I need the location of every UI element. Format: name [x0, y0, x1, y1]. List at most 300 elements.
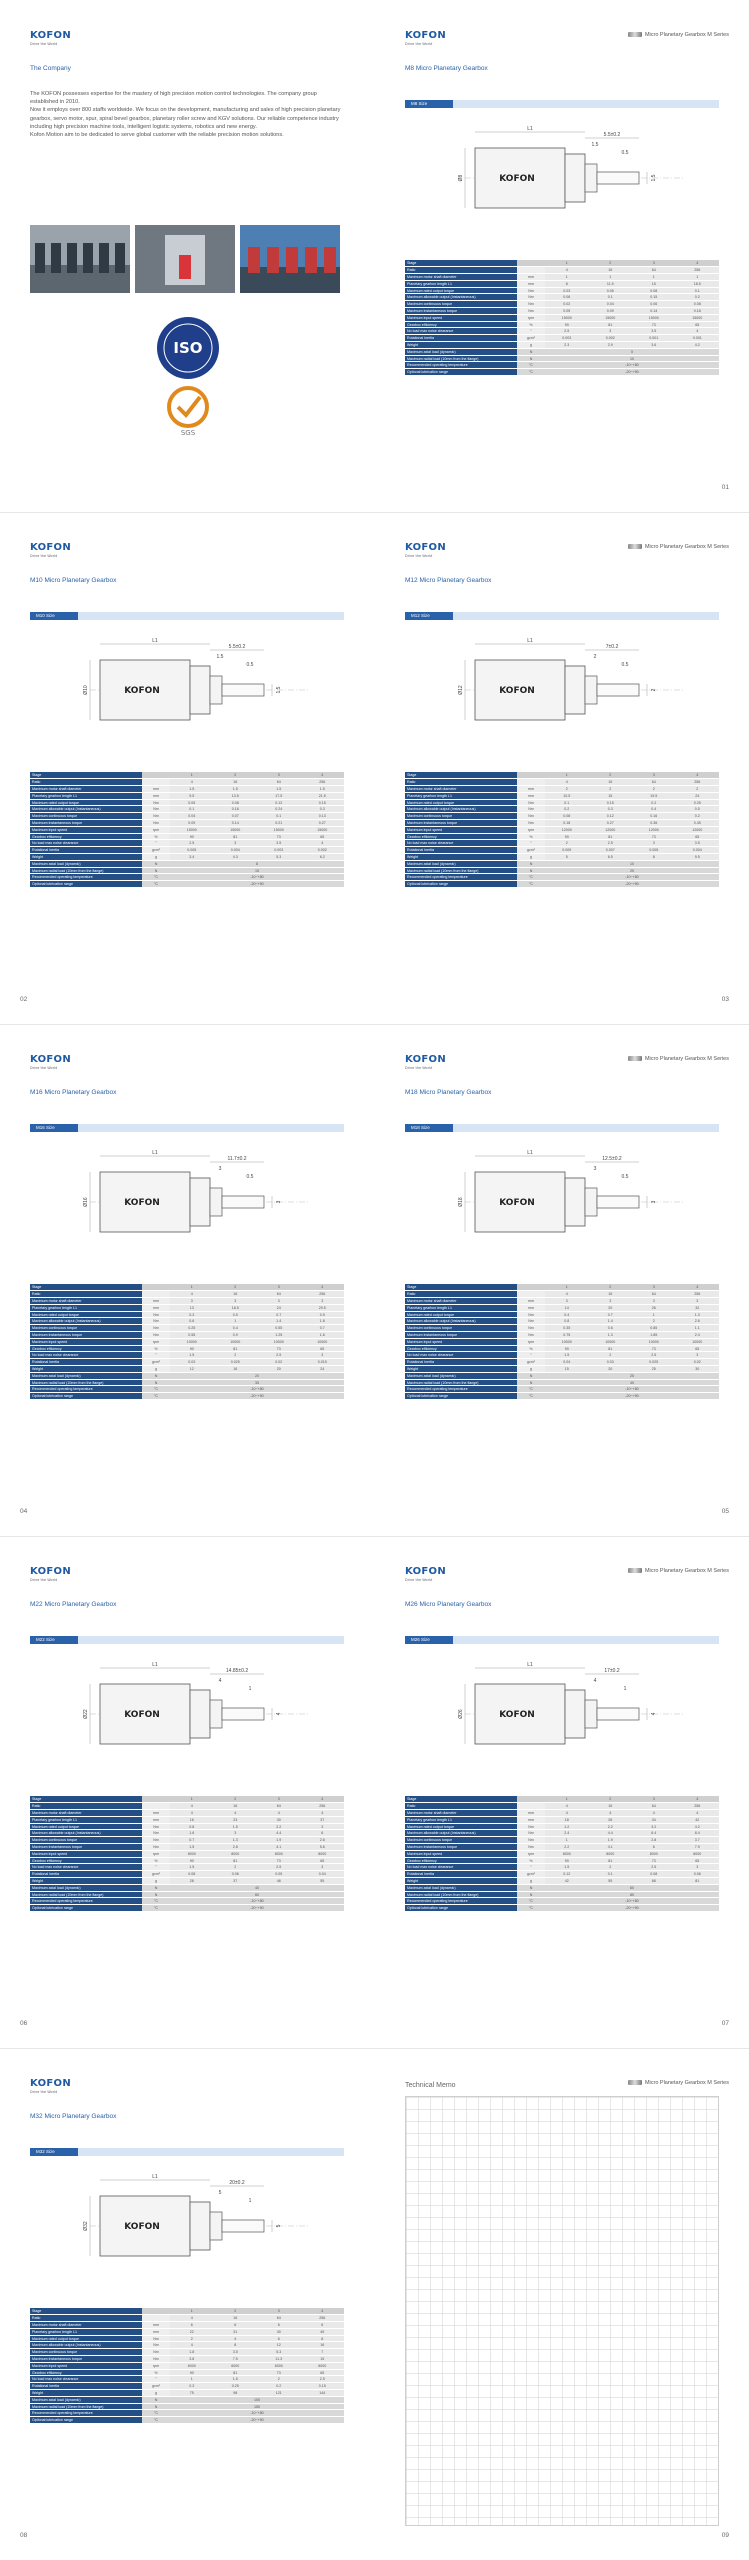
dim-chamfer: 0.5	[246, 1174, 254, 1180]
table-row: Maximum radial load (10mm from the flange) N 40	[405, 1379, 719, 1386]
table-row: Maximum radial load (10mm from the flange) N 15	[30, 867, 344, 874]
table-row: Ratio 4 16 64 256	[30, 779, 344, 786]
product-page-left	[0, 2048, 374, 2560]
page-title: M32 Micro Planetary Gearbox	[30, 2113, 117, 2120]
table-row: Maximum motor shaft diameter mm 3 3 3 3	[30, 1298, 344, 1305]
dim-chamfer: 1	[248, 1686, 252, 1692]
dim-body-dia: Ø26	[458, 1709, 464, 1719]
dim-l1: L1	[152, 2174, 158, 2180]
table-row: Gearbox efficiency % 90 81 73 65	[405, 1345, 719, 1352]
table-row: Maximum rated output torque Nm 0.3 0.5 0.7 0.9	[30, 1311, 344, 1318]
table-row: Ratio 4 16 64 256	[30, 2315, 344, 2322]
page-title: M26 Micro Planetary Gearbox	[405, 1601, 492, 1608]
gearbox-drawing	[80, 1144, 320, 1259]
table-row: No load max noise clearance ° 1.5 2 2.5 3	[405, 1864, 719, 1871]
table-row: Maximum axial load (dynamic) N 25	[405, 1372, 719, 1379]
table-row: Maximum allowable output (Instantaneous) Nm 0.2 0.3 0.4 0.5	[405, 806, 719, 813]
table-row: Maximum instantaneous torque Nm 3.8 7.5 11.3 15	[30, 2356, 344, 2363]
table-row: Maximum continuous torque Nm 0.08 0.12 0.16 0.2	[405, 813, 719, 820]
table-row: Maximum continuous torque Nm 0.04 0.07 0.1 0.13	[30, 813, 344, 820]
svg-text:ISO: ISO	[173, 339, 203, 357]
table-row: Maximum axial load (dynamic) N 20	[30, 1372, 344, 1379]
dim-shaft-length: 11.7±0.2	[227, 1156, 247, 1162]
size-tab-bar	[405, 1124, 719, 1132]
dim-shaft-dia: 5	[276, 2224, 282, 2228]
dim-shaft-length: 14.85±0.2	[225, 1668, 249, 1674]
kofon-logo-on-body: KOFON	[499, 1710, 535, 1720]
dim-chamfer: 0.5	[621, 150, 629, 156]
page-number: 08	[20, 2532, 28, 2539]
kofon-logo: KOFON Drive the World	[405, 1566, 447, 1582]
table-row: Maximum allowable output (Instantaneous) Nm 0.1 0.16 0.24 0.3	[30, 806, 344, 813]
product-page-left	[0, 1024, 374, 1536]
gearbox-icon	[628, 32, 642, 37]
table-row: Maximum radial load (10mm from the flange) N 10	[405, 355, 719, 362]
table-row: Optional lubrication range °C -20~+90	[30, 2417, 344, 2424]
gearbox-drawing	[80, 2168, 320, 2283]
dim-body-dia: Ø22	[83, 1709, 89, 1719]
page-title: M8 Micro Planetary Gearbox	[405, 65, 488, 72]
table-row: Gearbox efficiency % 90 81 73 65	[30, 1857, 344, 1864]
table-row: Maximum radial load (10mm from the flange) N 20	[405, 867, 719, 874]
size-tab: M22 Size	[30, 1636, 78, 1644]
table-row: Planetary gearbox length L1 mm 8 11.5 15 18.5	[405, 280, 719, 287]
table-row: Gearbox efficiency % 90 81 73 65	[405, 833, 719, 840]
page-number: 02	[20, 996, 28, 1003]
spec-table	[30, 2308, 344, 2424]
table-row: Maximum rated output torque Nm 0.05 0.08 0.12 0.15	[30, 799, 344, 806]
dim-shaft-dia: 1.5	[276, 686, 282, 694]
output-shaft	[597, 684, 639, 696]
table-row: Recommended operating temperature °C -10~+80	[405, 1386, 719, 1393]
table-row: Ratio 4 16 64 256	[30, 1803, 344, 1810]
dim-l1: L1	[527, 1662, 533, 1668]
size-tab-bar	[30, 2148, 344, 2156]
gearbox-drawing	[455, 120, 695, 235]
table-row: Maximum radial load (10mm from the flange) N 35	[30, 1379, 344, 1386]
size-tab: M26 Size	[405, 1636, 453, 1644]
spec-table	[30, 772, 344, 888]
spread-2	[0, 512, 749, 1024]
size-tab-bar	[405, 100, 719, 108]
table-header-row: Stage 1 2 3 4	[30, 2308, 344, 2315]
gearbox-hub	[585, 1700, 597, 1728]
spread-divider	[0, 2048, 749, 2049]
gearbox-hub	[585, 164, 597, 192]
table-row: Maximum radial load (10mm from the flange) N 150	[30, 2403, 344, 2410]
dim-body-dia: Ø16	[83, 1197, 89, 1207]
size-tab-bar	[30, 1636, 344, 1644]
kofon-logo: KOFON Drive the World	[30, 542, 72, 558]
size-tab: M8 Size	[405, 100, 453, 108]
gearbox-drawing	[80, 632, 320, 747]
spec-table	[405, 1796, 719, 1912]
dim-l1: L1	[527, 638, 533, 644]
dim-body-dia: Ø32	[83, 2221, 89, 2231]
table-row: Optional lubrication range °C -20~+90	[405, 1393, 719, 1400]
dim-l1: L1	[152, 638, 158, 644]
table-row: Optional lubrication range °C -20~+90	[30, 881, 344, 888]
page-number: 07	[721, 2020, 729, 2027]
dim-body-dia: Ø18	[458, 1197, 464, 1207]
product-page-right	[375, 1536, 749, 2048]
series-label: Micro Planetary Gearbox M Series	[628, 32, 729, 38]
table-row: Maximum instantaneous torque Nm 0.55 0.9 1.25 1.6	[30, 1332, 344, 1339]
dim-shaft-dia: 2	[651, 688, 657, 692]
product-page-left	[0, 1536, 374, 2048]
table-row: Maximum input speed rpm 8000 8000 8000 8000	[405, 1850, 719, 1857]
table-row: Maximum continuous torque Nm 1.8 3.5 5.3 7	[30, 2349, 344, 2356]
table-row: Maximum radial load (10mm from the flange) N 80	[405, 1891, 719, 1898]
table-row: Weight g 12 16 20 24	[30, 1366, 344, 1373]
memo-page	[375, 2048, 749, 2560]
series-label: Micro Planetary Gearbox M Series	[628, 1568, 729, 1574]
table-header-row: Stage 1 2 3 4	[30, 1796, 344, 1803]
dim-body-dia: Ø12	[458, 685, 464, 695]
output-shaft	[222, 684, 264, 696]
size-tab: M16 Size	[30, 1124, 78, 1132]
size-tab-bar	[405, 1636, 719, 1644]
dim-shaft-length: 17±0.2	[604, 1668, 620, 1674]
table-row: Rotational inertia gcm² 0.12 0.1 0.08 0.06	[405, 1871, 719, 1878]
table-row: Maximum motor shaft diameter mm 1.5 1.5 1.5 1.5	[30, 786, 344, 793]
svg-text:9001: 9001	[181, 373, 195, 379]
table-row: Rotational inertia gcm² 0.3 0.25 0.2 0.15	[30, 2383, 344, 2390]
table-row: Rotational inertia gcm² 0.04 0.03 0.025 0.02	[405, 1359, 719, 1366]
dim-shaft-length: 12.5±0.2	[602, 1156, 622, 1162]
table-row: Weight g 2.3 2.9 3.6 4.2	[405, 342, 719, 349]
gearbox-flange	[190, 2202, 210, 2250]
table-header-row: Stage 1 2 3 4	[405, 1284, 719, 1291]
table-row: Gearbox efficiency % 90 81 73 65	[405, 1857, 719, 1864]
output-shaft	[222, 1708, 264, 1720]
table-row: Maximum input speed rpm 10000 10000 10000 10000	[30, 1338, 344, 1345]
table-row: Maximum instantaneous torque Nm 0.75 1.3 1.85 2.4	[405, 1332, 719, 1339]
table-row: Maximum rated output torque Nm 0.1 0.15 0.2 0.25	[405, 799, 719, 806]
table-row: Recommended operating temperature °C -10~+80	[405, 874, 719, 881]
table-row: Maximum radial load (10mm from the flange) N 60	[30, 1891, 344, 1898]
table-row: Planetary gearbox length L1 mm 14 20 26 32	[405, 1304, 719, 1311]
series-label: Micro Planetary Gearbox M Series	[628, 2080, 729, 2086]
dim-l1: L1	[527, 126, 533, 132]
output-shaft	[222, 2220, 264, 2232]
table-row: Rotational inertia gcm² 0.009 0.007 0.005 0.004	[405, 847, 719, 854]
dim-shaft-dia: 4	[276, 1712, 282, 1716]
table-row: Maximum axial load (dynamic) N 60	[405, 1884, 719, 1891]
table-row: Maximum input speed rpm 15000 15000 15000 15000	[405, 314, 719, 321]
dim-body-dia: Ø8	[458, 174, 464, 182]
table-row: Ratio 4 16 64 256	[405, 1291, 719, 1298]
output-shaft	[222, 1196, 264, 1208]
table-row: Optional lubrication range °C -20~+90	[405, 369, 719, 376]
page-number: 04	[20, 1508, 28, 1515]
factory-photo	[135, 225, 235, 293]
gearbox-flange	[565, 154, 585, 202]
table-row: Ratio 4 16 64 256	[405, 267, 719, 274]
table-row: Weight g 5 6.5 8 9.5	[405, 854, 719, 861]
table-row: Optional lubrication range °C -20~+90	[405, 1905, 719, 1912]
table-row: Weight g 3.4 4.3 5.3 6.2	[30, 854, 344, 861]
product-page-right	[375, 512, 749, 1024]
table-row: No load max noise clearance ° 2 2.5 3 3.5	[405, 840, 719, 847]
kofon-logo: KOFON Drive the World	[405, 1054, 447, 1070]
page-title: M10 Micro Planetary Gearbox	[30, 577, 117, 584]
size-tab: M32 Size	[30, 2148, 78, 2156]
gearbox-hub	[210, 2212, 222, 2240]
company-page	[0, 0, 374, 512]
table-row: Maximum rated output torque Nm 0.8 1.5 2.2 3	[30, 1823, 344, 1830]
spread-4	[0, 1536, 749, 2048]
dim-shaft-dia: 4	[651, 1712, 657, 1716]
table-row: Maximum instantaneous torque Nm 0.18 0.27 0.36 0.45	[405, 820, 719, 827]
kofon-logo: KOFON Drive the World	[30, 30, 72, 46]
gearbox-hub	[210, 1188, 222, 1216]
table-row: Recommended operating temperature °C -10~+80	[30, 874, 344, 881]
table-row: Ratio 4 16 64 256	[30, 1291, 344, 1298]
size-tab: M10 Size	[30, 612, 78, 620]
table-row: Maximum axial load (dynamic) N 10	[405, 860, 719, 867]
dim-step: 4	[593, 1678, 597, 1684]
gearbox-drawing	[455, 1144, 695, 1259]
dim-l1: L1	[527, 1150, 533, 1156]
table-row: Maximum rated output torque Nm 0.4 0.7 1 1.3	[405, 1311, 719, 1318]
kofon-logo: KOFON Drive the World	[30, 2078, 72, 2094]
spec-table	[30, 1796, 344, 1912]
dim-step: 3	[218, 1166, 222, 1172]
table-row: Recommended operating temperature °C -10~+80	[405, 362, 719, 369]
table-row: Rotational inertia gcm² 0.08 0.06 0.05 0.04	[30, 1871, 344, 1878]
gearbox-icon	[628, 1056, 642, 1061]
memo-title: Technical Memo	[405, 2082, 456, 2089]
table-row: Maximum input speed rpm 10000 10000 10000 10000	[405, 1338, 719, 1345]
table-row: Maximum motor shaft diameter mm 4 4 4 4	[30, 1810, 344, 1817]
table-row: Maximum motor shaft diameter mm 4 4 4 4	[405, 1810, 719, 1817]
table-row: Maximum rated output torque Nm 0.03 0.05 0.08 0.1	[405, 287, 719, 294]
table-row: Maximum motor shaft diameter mm 3 3 3 3	[405, 1298, 719, 1305]
dim-chamfer: 1	[623, 1686, 627, 1692]
gearbox-flange	[190, 1178, 210, 1226]
spread-1	[0, 0, 749, 512]
table-row: Weight g 42 55 68 81	[405, 1878, 719, 1885]
kofon-logo: KOFON Drive the World	[405, 542, 447, 558]
table-row: Rotational inertia gcm² 0.005 0.004 0.003 0.002	[30, 847, 344, 854]
table-row: No load max noise clearance ° 1.5 2 2.5 3	[30, 1864, 344, 1871]
spec-table	[405, 772, 719, 888]
spread-3	[0, 1024, 749, 1536]
company-title: The Company	[30, 65, 71, 72]
series-label: Micro Planetary Gearbox M Series	[628, 544, 729, 550]
gearbox-hub	[585, 1188, 597, 1216]
table-row: Planetary gearbox length L1 mm 16 23 30 37	[30, 1816, 344, 1823]
table-header-row: Stage 1 2 3 4	[405, 260, 719, 267]
table-row: Maximum allowable output (Instantaneous) Nm 4 8 12 16	[30, 2342, 344, 2349]
size-tab-bar	[405, 612, 719, 620]
page-title: M12 Micro Planetary Gearbox	[405, 577, 492, 584]
table-row: Planetary gearbox length L1 mm 22 31 40 49	[30, 2328, 344, 2335]
table-row: Maximum instantaneous torque Nm 1.5 2.8 4.1 5.6	[30, 1844, 344, 1851]
table-row: Maximum axial load (dynamic) N 8	[30, 860, 344, 867]
table-row: Gearbox efficiency % 90 81 73 65	[30, 2369, 344, 2376]
dim-shaft-length: 7±0.2	[605, 644, 619, 650]
gearbox-flange	[190, 1690, 210, 1738]
dim-step: 2	[593, 654, 597, 660]
table-row: Maximum input speed rpm 12000 12000 12000 12000	[405, 826, 719, 833]
gearbox-flange	[565, 1178, 585, 1226]
table-row: Optional lubrication range °C -20~+90	[30, 1905, 344, 1912]
table-row: Planetary gearbox length L1 mm 13 18.5 24 29.5	[30, 1304, 344, 1311]
gearbox-hub	[210, 676, 222, 704]
spread-5	[0, 2048, 749, 2560]
size-tab-bar	[30, 1124, 344, 1132]
table-row: Planetary gearbox length L1 mm 18 26 34 42	[405, 1816, 719, 1823]
size-tab: M18 Size	[405, 1124, 453, 1132]
table-row: Optional lubrication range °C -20~+90	[405, 881, 719, 888]
table-row: Ratio 4 16 64 256	[405, 1803, 719, 1810]
table-row: Planetary gearbox length L1 mm 10.5 15 19.5 24	[405, 792, 719, 799]
table-row: No load max noise clearance ° 1 1.5 2 2.5	[30, 2376, 344, 2383]
kofon-logo-on-body: KOFON	[124, 1710, 160, 1720]
gearbox-drawing	[455, 632, 695, 747]
table-header-row: Stage 1 2 3 4	[405, 1796, 719, 1803]
page-number: 03	[721, 996, 729, 1003]
table-header-row: Stage 1 2 3 4	[30, 1284, 344, 1291]
table-row: Maximum input speed rpm 8000 8000 8000 8000	[30, 1850, 344, 1857]
table-row: Maximum rated output torque Nm 2 4 6 8	[30, 2335, 344, 2342]
factory-photo	[240, 225, 340, 293]
table-row: Rotational inertia gcm² 0.003 0.002 0.001 0.001	[405, 335, 719, 342]
dim-shaft-dia: 1.5	[651, 174, 657, 182]
table-row: Maximum motor shaft diameter mm 6 6 6 6	[30, 2322, 344, 2329]
table-row: Gearbox efficiency % 90 81 73 65	[405, 321, 719, 328]
table-row: Maximum axial load (dynamic) N 40	[30, 1884, 344, 1891]
gearbox-icon	[628, 2080, 642, 2085]
kofon-logo: KOFON Drive the World	[405, 30, 447, 46]
dim-shaft-length: 5.5±0.2	[603, 132, 621, 138]
table-row: Maximum allowable output (Instantaneous) Nm 1.6 3 4.4 6	[30, 1830, 344, 1837]
kofon-logo-on-body: KOFON	[124, 686, 160, 696]
table-row: Weight g 28 37 46 55	[30, 1878, 344, 1885]
iso-9001-seal	[155, 315, 221, 381]
factory-photo	[30, 225, 130, 293]
table-row: Maximum allowable output (Instantaneous) Nm 0.06 0.1 0.15 0.2	[405, 294, 719, 301]
kofon-logo-on-body: KOFON	[499, 174, 535, 184]
table-header-row: Stage 1 2 3 4	[405, 772, 719, 779]
table-row: Maximum allowable output (Instantaneous) Nm 0.6 1 1.4 1.8	[30, 1318, 344, 1325]
table-row: No load max noise clearance ° 2.5 3 3.5 4	[30, 840, 344, 847]
dim-chamfer: 0.5	[621, 1174, 629, 1180]
gearbox-flange	[565, 666, 585, 714]
spread-divider	[0, 1536, 749, 1537]
table-row: Maximum continuous torque Nm 0.35 0.6 0.85 1.1	[405, 1325, 719, 1332]
table-row: Gearbox efficiency % 90 81 73 65	[30, 833, 344, 840]
m8-page	[375, 0, 749, 512]
table-row: Weight g 15 20 25 30	[405, 1366, 719, 1373]
dim-chamfer: 0.5	[621, 662, 629, 668]
dim-chamfer: 1	[248, 2198, 252, 2204]
table-row: Maximum continuous torque Nm 0.7 1.3 1.9 2.6	[30, 1837, 344, 1844]
table-row: No load max noise clearance ° 1.5 2 2.5 3	[30, 1352, 344, 1359]
page-number: 09	[721, 2532, 729, 2539]
table-row: Recommended operating temperature °C -10~+80	[30, 1386, 344, 1393]
page-title: M16 Micro Planetary Gearbox	[30, 1089, 117, 1096]
table-row: Recommended operating temperature °C -10~+80	[30, 1898, 344, 1905]
table-row: Maximum allowable output (Instantaneous) Nm 2.4 4.4 6.4 8.4	[405, 1830, 719, 1837]
kofon-logo-on-body: KOFON	[124, 1198, 160, 1208]
company-text: The KOFON possesses expertise for the mastery of high precision motion control technologies. The company group established in 2010. Now it employs over 800 staffs worldwide. We focus on the development, manufacturing and sales of high precision planetary gearbox, servo motor, spur, spiral bevel gearbox, planetary roller screw and KGV solutions. Our reliable competence industry including high precision machine tools, intelligent logistic systems, robotics and new energy. Kofon Motion aim to be dedicated to serve global customer with the reliable precision motion solutions.	[30, 91, 341, 139]
table-row: Gearbox efficiency % 90 81 73 65	[30, 1345, 344, 1352]
table-row: Maximum axial load (dynamic) N 5	[405, 348, 719, 355]
table-row: Maximum instantaneous torque Nm 2.2 4.1 6 7.9	[405, 1844, 719, 1851]
product-page-right	[375, 1024, 749, 1536]
table-header-row: Stage 1 2 3 4	[30, 772, 344, 779]
series-label: Micro Planetary Gearbox M Series	[628, 1056, 729, 1062]
page-number: 06	[20, 2020, 28, 2027]
kofon-logo: KOFON Drive the World	[30, 1054, 72, 1070]
table-row: Maximum input speed rpm 6000 6000 6000 6000	[30, 2362, 344, 2369]
gearbox-drawing	[80, 1656, 320, 1771]
gearbox-icon	[628, 1568, 642, 1573]
page-title: M18 Micro Planetary Gearbox	[405, 1089, 492, 1096]
gearbox-drawing	[455, 1656, 695, 1771]
kofon-logo: KOFON Drive the World	[30, 1566, 72, 1582]
table-row: Maximum input speed rpm 15000 15000 15000 15000	[30, 826, 344, 833]
table-row: Maximum continuous torque Nm 0.25 0.4 0.55 0.7	[30, 1325, 344, 1332]
dim-step: 3	[593, 1166, 597, 1172]
gearbox-flange	[190, 666, 210, 714]
dim-chamfer: 0.5	[246, 662, 254, 668]
spread-divider	[0, 512, 749, 513]
table-row: Planetary gearbox length L1 mm 9.5 13.5 17.5 21.5	[30, 792, 344, 799]
table-row: Maximum axial load (dynamic) N 100	[30, 2396, 344, 2403]
dim-body-dia: Ø10	[83, 685, 89, 695]
dim-step: 1.5	[591, 142, 599, 148]
dim-l1: L1	[152, 1662, 158, 1668]
gearbox-hub	[585, 676, 597, 704]
gearbox-flange	[565, 1690, 585, 1738]
dim-shaft-dia: 3	[651, 1200, 657, 1204]
size-tab: M12 Size	[405, 612, 453, 620]
dim-shaft-length: 5.5±0.2	[228, 644, 246, 650]
table-row: No load max noise clearance ° 2.5 3 3.5 4	[405, 328, 719, 335]
table-row: Maximum rated output torque Nm 1.2 2.2 3.2 4.2	[405, 1823, 719, 1830]
table-row: Maximum motor shaft diameter mm 1 1 1 1	[405, 274, 719, 281]
table-row: Maximum allowable output (Instantaneous) Nm 0.8 1.4 2 2.6	[405, 1318, 719, 1325]
table-row: Maximum continuous torque Nm 1 1.9 2.8 3.7	[405, 1837, 719, 1844]
dim-shaft-dia: 3	[276, 1200, 282, 1204]
svg-text:SGS: SGS	[180, 429, 196, 437]
table-row: Recommended operating temperature °C -10~+80	[30, 2410, 344, 2417]
spec-table	[405, 260, 719, 376]
gearbox-icon	[628, 544, 642, 549]
dim-l1: L1	[152, 1150, 158, 1156]
memo-grid	[405, 2096, 719, 2526]
spec-table	[405, 1284, 719, 1400]
spread-divider	[0, 1024, 749, 1025]
table-row: Maximum instantaneous torque Nm 0.09 0.14 0.21 0.27	[30, 820, 344, 827]
table-row: Maximum instantaneous torque Nm 0.05 0.09 0.14 0.18	[405, 308, 719, 315]
dim-shaft-length: 20±0.2	[229, 2180, 245, 2186]
gearbox-hub	[210, 1700, 222, 1728]
table-row: Optional lubrication range °C -20~+90	[30, 1393, 344, 1400]
output-shaft	[597, 1708, 639, 1720]
kofon-logo-on-body: KOFON	[499, 1198, 535, 1208]
page-title: M22 Micro Planetary Gearbox	[30, 1601, 117, 1608]
page-number: 05	[721, 1508, 729, 1515]
product-page-left	[0, 512, 374, 1024]
table-row: Recommended operating temperature °C -10~+80	[405, 1898, 719, 1905]
dim-step: 1.5	[216, 654, 224, 660]
size-tab-bar	[30, 612, 344, 620]
